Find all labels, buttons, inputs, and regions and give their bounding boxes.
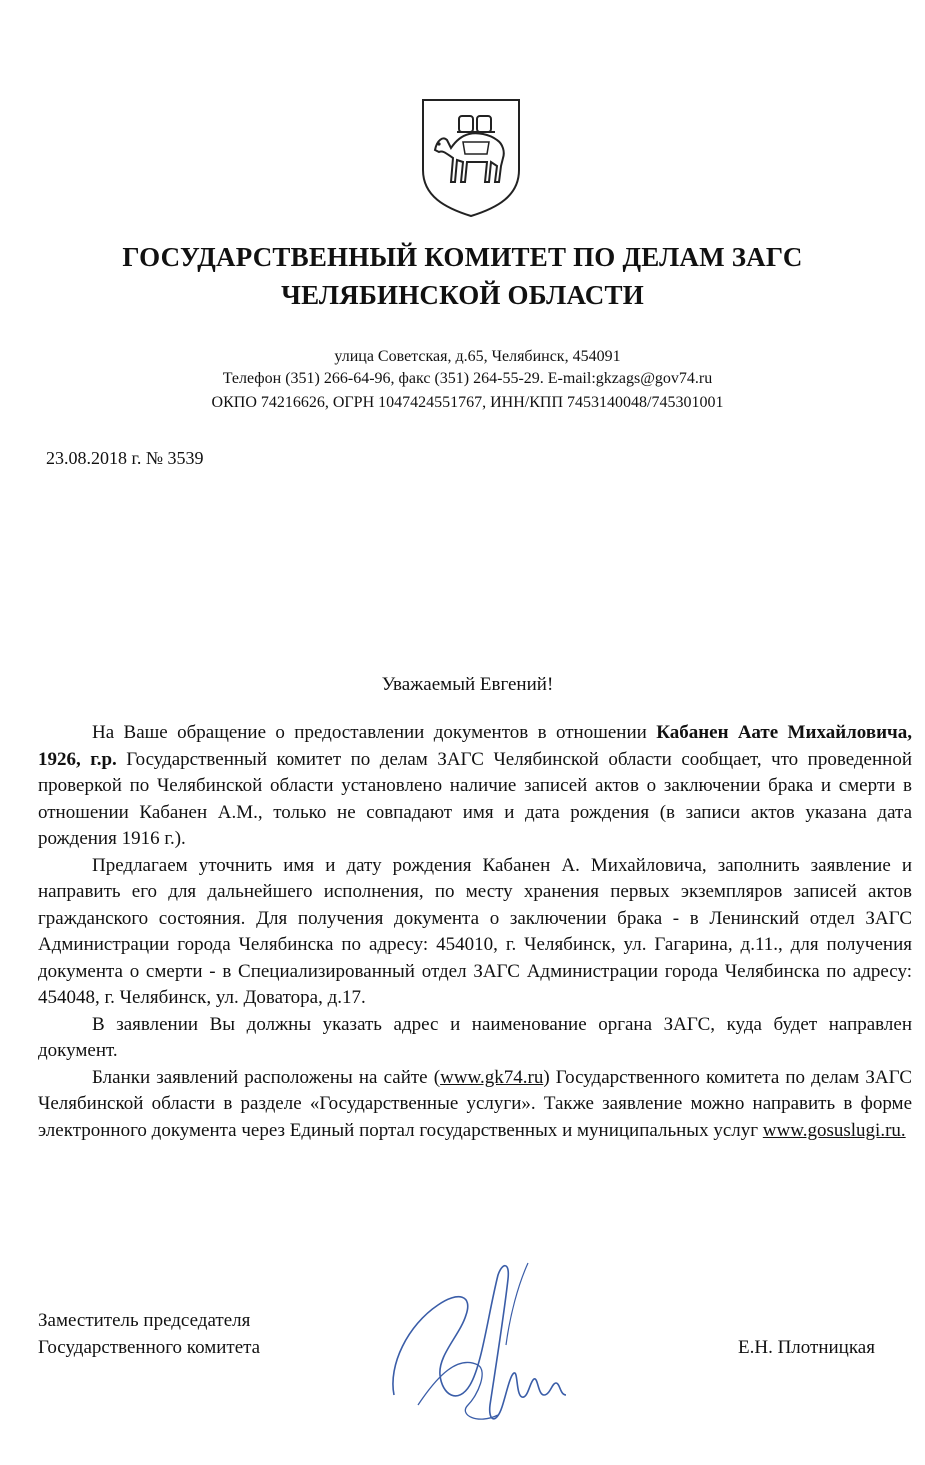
letter-body	[38, 720, 912, 1144]
paragraph-1-text-end: Государственный комитет по делам ЗАГС Челябинской области сообщает, что проведенной проверкой по Челябинской области установлено наличие записей актов о заключении брака и смерти в отношении Кабанен А.М., только не совпадают имя и дата рождения (в записи актов указана дата рождения 1916 г.).	[38, 748, 912, 849]
paragraph-2: Предлагаем уточнить имя и дату рождения Кабанен А. Михайловича, заполнить заявление и направить его для дальнейшего исполнения, по месту хранения первых экземпляров записей актов гражданского состояния. Для получения документа о заключении брака - в Ленинский отдел ЗАГС Администрации города Челябинска по адресу: 454010, г. Челябинск, ул. Гагарина, д.11., для получения документа о смерти - в Специализированный отдел ЗАГС Администрации города Челябинска по адресу: 454048, г. Челябинск, ул. Доватора, д.17.	[38, 854, 912, 1008]
paragraph-1-text-start: На Ваше обращение о предоставлении документов в отношении	[92, 722, 657, 743]
handwritten-signature	[378, 1255, 598, 1465]
organization-address: улица Советская, д.65, Челябинск, 454091	[334, 348, 621, 365]
paragraph-3: В заявлении Вы должны указать адрес и наименование органа ЗАГС, куда будет направлен документ.	[38, 1013, 912, 1061]
signatory-position-line1: Заместитель председателя	[38, 1310, 251, 1331]
paragraph-4-text-start: Бланки заявлений расположены на сайте (	[92, 1066, 441, 1088]
signatory-position-line2: Государственного комитета	[38, 1337, 261, 1358]
letter-date-number: 23.08.2018 г. № 3539	[46, 448, 204, 468]
paragraph-4-text-middle: ) Государственного комитета по делам ЗАГС Челябинской области в разделе «Государственные услуги». Также заявление можно направить в форме электронного документа через Единый портал государственных и муниципальных услуг	[38, 1066, 912, 1141]
organization-codes: ОКПО 74216626, ОГРН 1047424551767, ИНН/КПП 7453140048/745301001	[211, 394, 724, 411]
paragraph-1	[38, 720, 912, 853]
organization-contacts: Телефон (351) 266-64-96, факс (351) 264-55-29. E-mail:gkzags@gov74.ru	[222, 370, 713, 387]
gosuslugi-link[interactable]: www.gosuslugi.ru.	[762, 1119, 906, 1141]
paragraph-4	[38, 1065, 912, 1145]
organization-title-line2: ЧЕЛЯБИНСКОЙ ОБЛАСТИ	[281, 280, 644, 310]
signatory-position	[38, 1307, 260, 1361]
chelyabinsk-camel-emblem-icon	[417, 96, 525, 220]
signatory-name: Е.Н. Плотницкая	[738, 1337, 875, 1358]
organization-title-line1: ГОСУДАРСТВЕННЫЙ КОМИТЕТ ПО ДЕЛАМ ЗАГС	[122, 242, 803, 272]
gk74-link[interactable]: www.gk74.ru	[440, 1066, 544, 1088]
subject-name-bold: Кабанен Аате Михайловича, 1926, г.р.	[38, 722, 912, 770]
letter-greeting: Уважаемый Евгений!	[381, 674, 554, 695]
